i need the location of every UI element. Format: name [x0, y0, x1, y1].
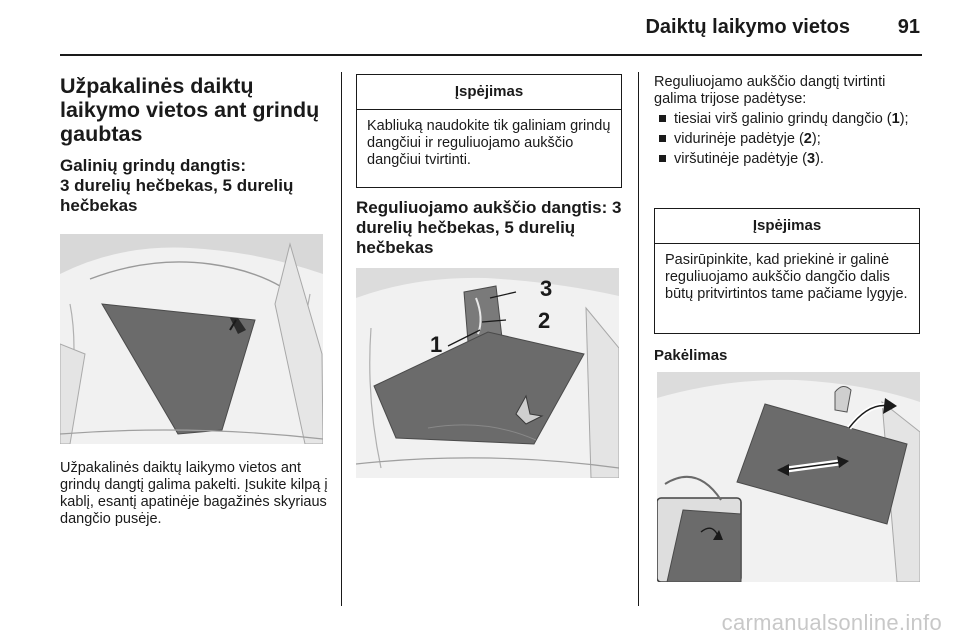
callout-2: 2 [538, 308, 551, 333]
warning-text: Pasirūpinkite, kad priekinė ir galinė reguliuojamo aukščio dangčio dalis būtų pritvirtintos tame pačiame lygyje. [665, 252, 908, 302]
floor-cover-illustration [60, 234, 323, 444]
adjustable-cover-illustration [356, 268, 619, 478]
paragraph-floor-cover: Užpakalinės daiktų laikymo vietos ant grindų dangtį galima pakelti. Įsukite kilpą į kablį, esantį apatinėje bagažinės skyriaus dangčio pusėje. [60, 460, 328, 527]
subheading-line-2: 3 durelių hečbekas, 5 durelių hečbekas [60, 176, 294, 215]
positions-list [654, 111, 920, 168]
subheading-line-1: Galinių grindų dangtis: [60, 156, 247, 175]
warning-box-level [654, 208, 920, 334]
warning-title: Įspėjimas [655, 209, 919, 244]
bullet-icon [659, 115, 666, 122]
callout-3: 3 [540, 276, 553, 301]
list-item: vidurinėje padėtyje (2); [654, 131, 920, 148]
page-number: 91 [897, 16, 920, 38]
subheading-lifting: Pakėlimas [654, 347, 728, 364]
column-3 [654, 74, 920, 168]
figure-adjustable-cover [356, 268, 619, 478]
list-item: tiesiai virš galinio grindų dangčio (1); [654, 111, 920, 128]
header-divider [60, 54, 922, 56]
figure-lifting [657, 372, 920, 582]
lifting-illustration [657, 372, 920, 582]
section-title: Užpakalinės daiktų laikymo vietos ant grindų gaubtas [60, 74, 320, 146]
subheading-floor-cover [60, 156, 328, 216]
page-header-title: Daiktų laikymo vietos [645, 16, 850, 38]
column-divider-left [341, 72, 342, 606]
column-1 [60, 74, 328, 216]
figure-floor-cover [60, 234, 323, 444]
column-divider-right [638, 72, 639, 606]
warning-text: Kabliuką naudokite tik galiniam grindų dangčiui ir reguliuojamo aukščio dangčiui tvirtinti. [367, 118, 611, 168]
callout-1: 1 [430, 332, 443, 357]
bullet-icon [659, 135, 666, 142]
warning-title: Įspėjimas [357, 75, 621, 110]
positions-intro: Reguliuojamo aukščio dangtį tvirtinti galima trijose padėtyse: [654, 74, 886, 107]
subheading-adjustable-cover: Reguliuojamo aukščio dangtis: 3 durelių hečbekas, 5 durelių hečbekas [356, 198, 622, 257]
bullet-icon [659, 155, 666, 162]
list-item: viršutinėje padėtyje (3). [654, 151, 920, 168]
warning-box-hook [356, 74, 622, 188]
watermark-logo: carmanualsonline.info [721, 610, 942, 635]
